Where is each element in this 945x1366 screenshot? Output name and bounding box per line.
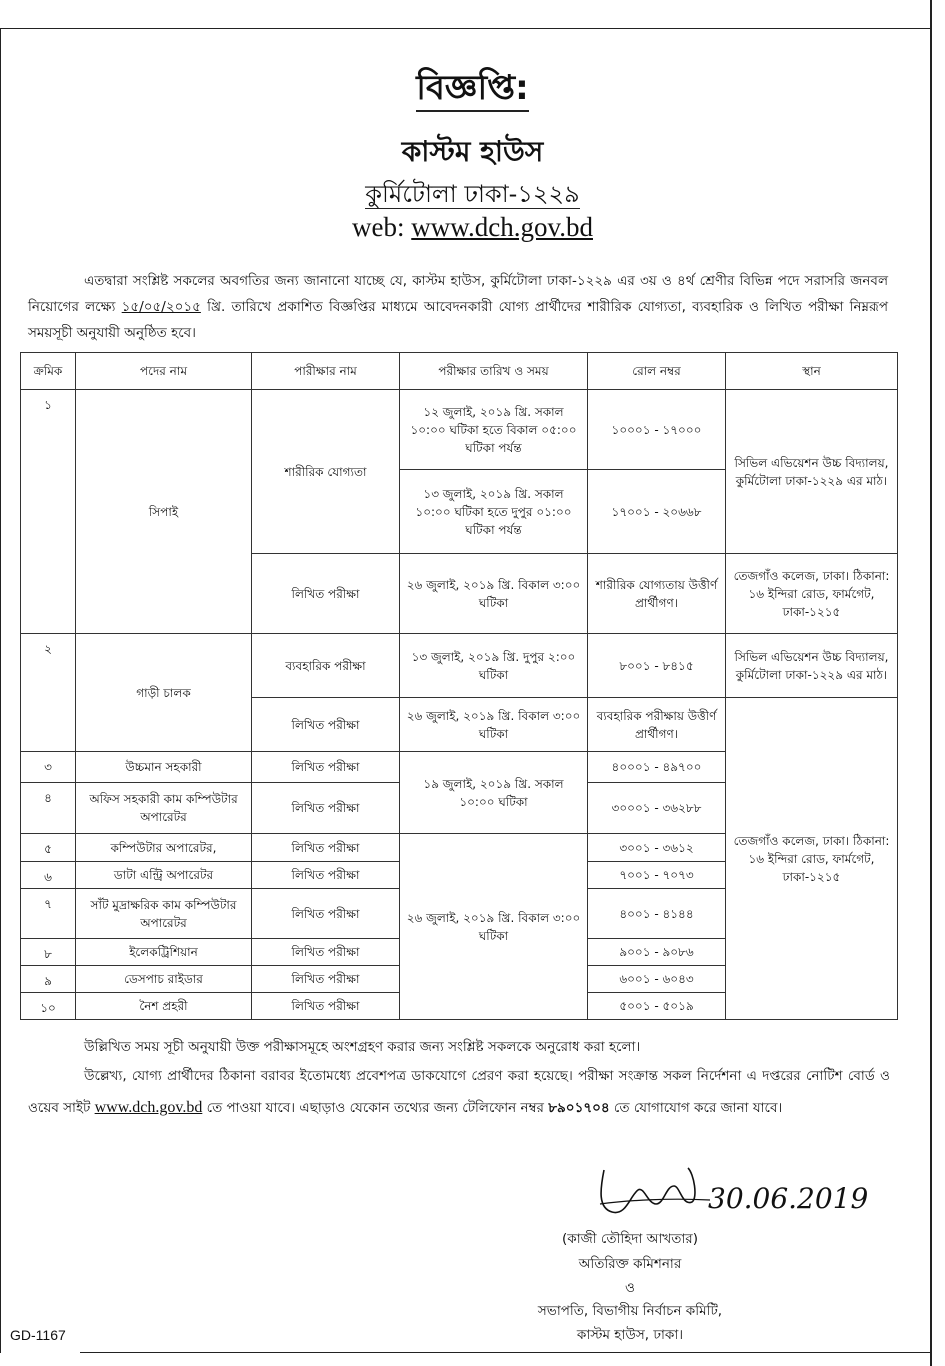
post-cell: উচ্চমান সহকারী [76, 752, 252, 783]
exam-cell: লিখিত পরীক্ষা [252, 993, 400, 1020]
roll-cell: ব্যবহারিক পরীক্ষায় উত্তীর্ণ প্রার্থীগণ। [588, 698, 726, 752]
signatory-designation: অতিরিক্ত কমিশনার [578, 1256, 682, 1272]
roll-cell: ৬০০১ - ৬০৪৩ [588, 966, 726, 993]
request-paragraph: উল্লিখিত সময় সূচী অনুযায়ী উক্ত পরীক্ষাসমূহে অংশগ্রহণ করার জন্য সংশ্লিষ্ট সকলকে অনুরোধ করা হলো। [84, 1039, 641, 1055]
roll-cell: ৪০০১ - ৪১৪৪ [588, 889, 726, 939]
serial-cell: ২ [21, 634, 76, 752]
web-link[interactable]: www.dch.gov.bd [411, 212, 593, 242]
exam-cell: লিখিত পরীক্ষা [252, 783, 400, 834]
header-post: পদের নাম [76, 353, 252, 390]
signatory-and: ও [625, 1280, 635, 1296]
exam-cell: লিখিত পরীক্ষা [252, 554, 400, 634]
venue-cell: তেজগাঁও কলেজ, ঢাকা। ঠিকানা: ১৬ ইন্দিরা রোড, ফার্মগেট, ঢাকা-১২১৫ [726, 554, 898, 634]
venue-cell: সিভিল এভিয়েশন উচ্চ বিদ্যালয়, কুর্মিটোলা ঢাকা-১২২৯ এর মাঠ। [726, 390, 898, 554]
serial-cell: ৩ [21, 752, 76, 783]
web-label: web: [352, 212, 405, 242]
serial-cell: ৪ [21, 783, 76, 834]
intro-paragraph: এতদ্বারা সংশ্লিষ্ট সকলের অবগতির জন্য জানানো যাচ্ছে যে, কাস্টম হাউস, কুর্মিটোলা ঢাকা-১২২৯ এর ৩য় ও ৪র্থ শ্রেণীর বিভিন্ন পদে সরাসরি জনবল নিয়োগের লক্ষ্যে ১৫/০৫/২০১৫ খ্রি. তারিখে প্রকাশিত বিজ্ঞপ্তির মাধ্যমে আবেদনকারী যোগ্য প্রার্থীদের শারীরিক যোগ্যতা, ব্যবহারিক ও লিখিত পরীক্ষা নিম্নরূপ সময়সূচী অনুযায়ী অনুষ্ঠিত হবে। [28, 273, 888, 341]
signatory-office: কাস্টম হাউস, ঢাকা। [576, 1327, 684, 1343]
post-cell: ডাটা এন্ট্রি অপারেটর [76, 862, 252, 889]
exam-schedule-table [20, 352, 898, 1020]
post-cell: ডেসপাচ রাইডার [76, 966, 252, 993]
exam-cell: লিখিত পরীক্ষা [252, 939, 400, 966]
venue-cell: তেজগাঁও কলেজ, ঢাকা। ঠিকানা: ১৬ ইন্দিরা রোড, ফার্মগেট, ঢাকা-১২১৫ [726, 698, 898, 1020]
intro-date: ১৫/০৫/২০১৫ [121, 299, 201, 315]
serial-cell: ৮ [21, 939, 76, 966]
serial-cell: ১০ [21, 993, 76, 1020]
office-name: কাস্টম হাউস [401, 135, 544, 168]
header-exam: পারীক্ষার নাম [252, 353, 400, 390]
date-cell: ১৩ জুলাই, ২০১৯ খ্রি. সকাল ১০:০০ ঘটিকা হতে দুপুর ০১:০০ ঘটিকা পর্যন্ত [400, 470, 588, 554]
exam-cell: লিখিত পরীক্ষা [252, 862, 400, 889]
website-line [0, 212, 945, 243]
instruction-paragraph: উল্লেখ্য, যোগ্য প্রার্থীদের ঠিকানা বরাবর ইতোমধ্যে প্রবেশপত্র ডাকযোগে প্রেরণ করা হয়েছে। পরীক্ষা সংক্রান্ত সকল নির্দেশনা এ দপ্তরের নোটিশ বোর্ড ও ওয়েব সাইট www.dch.gov.bd তে পাওয়া যাবে। এছাড়াও যেকোন তথ্যের জন্য টেলিফোন নম্বর ৮৯০১৭০৪ তে যোগাযোগ করে জানা যাবে। [28, 1068, 890, 1116]
roll-cell: ১৭০০১ - ২০৬৬৮ [588, 470, 726, 554]
table-row [21, 390, 898, 470]
post-cell: নৈশ প্রহরী [76, 993, 252, 1020]
roll-cell: ৩০০০১ - ৩৬২৮৮ [588, 783, 726, 834]
table-row [21, 634, 898, 698]
venue-cell: সিভিল এভিয়েশন উচ্চ বিদ্যালয়, কুর্মিটোলা ঢাকা-১২২৯ এর মাঠ। [726, 634, 898, 698]
roll-cell: ৭০০১ - ৭০৭৩ [588, 862, 726, 889]
phone-number: ৮৯০১৭০৪ [548, 1100, 610, 1116]
header-venue: স্থান [726, 353, 898, 390]
roll-cell: ৯০০১ - ৯০৮৬ [588, 939, 726, 966]
date-cell: ২৬ জুলাই, ২০১৯ খ্রি. বিকাল ৩:০০ ঘটিকা [400, 698, 588, 752]
roll-cell: ৩০০১ - ৩৬১২ [588, 834, 726, 862]
exam-cell: লিখিত পরীক্ষা [252, 698, 400, 752]
post-cell: ইলেকট্রিশিয়ান [76, 939, 252, 966]
header-datetime: পরীক্ষার তারিখ ও সময় [400, 353, 588, 390]
header-roll: রোল নম্বর [588, 353, 726, 390]
signatory-name: (কাজী তৌহিদা আখতার) [562, 1231, 698, 1247]
serial-cell: ৯ [21, 966, 76, 993]
date-cell: ১৯ জুলাই, ২০১৯ খ্রি. সকাল ১০:০০ ঘটিকা [400, 752, 588, 834]
serial-cell: ৬ [21, 862, 76, 889]
roll-cell: ৫০০১ - ৫০১৯ [588, 993, 726, 1020]
footer-web-link[interactable]: www.dch.gov.bd [94, 1099, 203, 1116]
roll-cell: ১০০০১ - ১৭০০০ [588, 390, 726, 470]
exam-cell: লিখিত পরীক্ষা [252, 889, 400, 939]
handwritten-signature [590, 1160, 869, 1224]
office-address: কুর্মিটোলা ঢাকা-১২২৯ [365, 180, 580, 208]
roll-cell: ৪০০০১ - ৪৯৭০০ [588, 752, 726, 783]
serial-cell: ৭ [21, 889, 76, 939]
table-header-row [21, 353, 898, 390]
signatory-committee: সভাপতি, বিভাগীয় নির্বাচন কমিটি, [537, 1303, 723, 1319]
roll-cell: ৮০০১ - ৮৪১৫ [588, 634, 726, 698]
exam-cell: শারীরিক যোগ্যতা [252, 390, 400, 554]
frame-top-line [0, 28, 930, 29]
roll-cell: শারীরিক যোগ্যতায় উত্তীর্ণ প্রার্থীগণ। [588, 554, 726, 634]
exam-cell: ব্যবহারিক পরীক্ষা [252, 634, 400, 698]
exam-cell: লিখিত পরীক্ষা [252, 752, 400, 783]
date-cell: ১৩ জুলাই, ২০১৯ খ্রি. দুপুর ২:০০ ঘটিকা [400, 634, 588, 698]
post-cell: গাড়ী চালক [76, 634, 252, 752]
post-cell: কম্পিউটার অপারেটর, [76, 834, 252, 862]
date-cell: ২৬ জুলাই, ২০১৯ খ্রি. বিকাল ৩:০০ ঘটিকা [400, 834, 588, 1020]
date-cell: ২৬ জুলাই, ২০১৯ খ্রি. বিকাল ৩:০০ ঘটিকা [400, 554, 588, 634]
header-serial: ক্রমিক [21, 353, 76, 390]
post-cell: সাঁট মুদ্রাক্ষরিক কাম কম্পিউটার অপারেটর [76, 889, 252, 939]
signature-date: 30.06.2019 [708, 1182, 869, 1215]
serial-cell: ১ [21, 390, 76, 634]
notice-title: বিজ্ঞপ্তি: [0, 62, 945, 119]
serial-cell: ৫ [21, 834, 76, 862]
post-cell: সিপাই [76, 390, 252, 634]
exam-cell: লিখিত পরীক্ষা [252, 966, 400, 993]
post-cell: অফিস সহকারী কাম কম্পিউটার অপারেটর [76, 783, 252, 834]
date-cell: ১২ জুলাই, ২০১৯ খ্রি. সকাল ১০:০০ ঘটিকা হতে বিকাল ০৫:০০ ঘটিকা পর্যন্ত [400, 390, 588, 470]
frame-bottom-line [80, 1352, 930, 1353]
exam-cell: লিখিত পরীক্ষা [252, 834, 400, 862]
document-code: GD-1167 [10, 1327, 66, 1343]
